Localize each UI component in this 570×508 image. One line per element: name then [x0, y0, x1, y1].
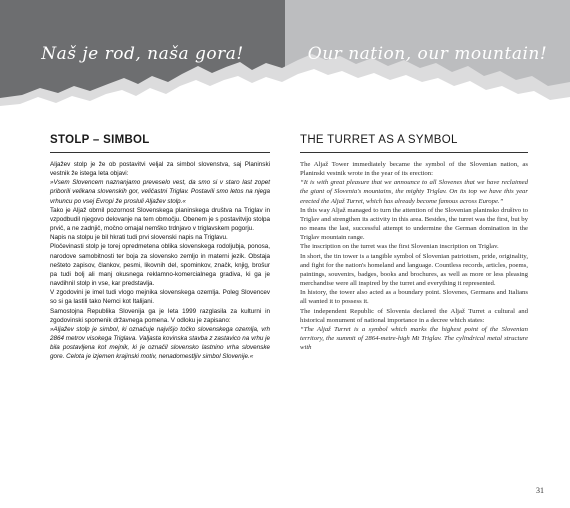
paragraph: In history, the tower also acted as a boundary point. Slovenes, Germans and Italians all wanted it to possess it. [300, 289, 528, 306]
english-column [300, 134, 528, 352]
paragraph: Napis na stolpu je bil hkrati tudi prvi slovenski napis na Triglavu. [50, 234, 228, 242]
paragraph: V zgodovini je imel tudi vlogo mejnika slovenskega ozemlja. Poleg Slovencev so si ga lastili tako Nemci kot Italijani. [50, 289, 270, 306]
paragraph: Pločevinasti stolp je torej opredmetena oblika slovenskega rodoljubja, ponosa, narodove samobitnosti ter boja za slovensko zemljo in materni jezik. Obstaja nešteto zapisov, člankov, pesmi, likovnih del, spominkov, značk, knjig, brošur pa tudi bolj ali manj okusnega reklamno-komercialnega gradiva, ki ga je navdihnil stolp in vse, kar predstavlja. [50, 243, 270, 288]
quote-paragraph: »Vsem Slovencem naznanjamo preveselo vest, da smo si v staro last zopet priborili velikana slovenskih gor, veličastni Triglav. Postavili smo letos na njega vrhuncu po vsej Evropi že prosluli Aljažev stolp.« [50, 179, 270, 205]
paragraph: The independent Republic of Slovenia declared the Aljaž Turret a cultural and historical monument of national importance in a decree which states: [300, 307, 528, 324]
title-divider [300, 152, 528, 153]
quote-paragraph: “It is with great pleasure that we announce to all Slovenes that we have reclaimed the giant of Slovenia's mountains, the mighty Triglav. On its top we have this year erected the Aljaž Turret, which has already become famous across Europe.” [300, 179, 528, 205]
motto-slovene: Naš je rod, naša gora! [41, 44, 244, 64]
page-number: 31 [536, 486, 544, 495]
mountain-silhouette-icon [0, 0, 570, 140]
paragraph: The inscription on the turret was the first Slovenian inscription on Triglav. [300, 243, 499, 251]
paragraph: Tako je Aljaž obrnil pozornost Slovenskega planinskega društva na Triglav in vzpodbudil njegovo delovanje na tem območju. Obenem je s postavitvijo stolpa prvič, a ne zadnjič, močno omajal nemško trdnjavo v triglavskem pogorju. [50, 206, 270, 233]
motto-english: Our nation, our mountain! [307, 44, 548, 64]
english-section-title: THE TURRET AS A SYMBOL [300, 134, 458, 146]
slovene-body-text [50, 160, 270, 361]
quote-paragraph: »Aljažev stolp je simbol, ki označuje najvišjo točko slovenskega ozemlja, vrh 2864 metrov visokega Triglava. Valjasta kovinska stavba z zastavico na vrhu je bila postavljena kot mejnik, ki je označil slovensko lastnino vrha slovenske gore. Celota je izjemen krajinski motiv, nenadomestljiv simbol Slovenije.« [50, 325, 270, 361]
paragraph: In short, the tin tower is a tangible symbol of Slovenian patriotism, pride, originality, and fight for the nation's homeland and language. Countless records, articles, poems, paintings, souvenirs, badges, books and brochures, as well as more or less pleasing merchandise were all inspired by the turret and everything it represented. [300, 252, 528, 288]
paragraph: Aljažev stolp je že ob postavitvi veljal za simbol slovenstva, saj Planinski vestnik že istega leta objavi: [50, 161, 270, 178]
mountain-banner [0, 0, 570, 140]
english-body-text [300, 160, 528, 352]
slovene-column [50, 134, 270, 361]
paragraph: Samostojna Republika Slovenija ga je leta 1999 razglasila za kulturni in zgodovinski spomenik državnega pomena. V odloku je zapisano: [50, 307, 270, 324]
paragraph: In this way Aljaž managed to turn the attention of the Slovenian planinsko društvo to Triglav and strengthen its activity in this area. Besides, the turret was the first, but by no means the last, successful attempt to undermine the German domination in the Triglav mountain range. [300, 206, 528, 242]
quote-paragraph: “The Aljaž Turret is a symbol which marks the highest point of the Slovenian territory, the summit of 2864-metre-high Mt Triglav. The cylindrical metal structure with [300, 325, 528, 352]
paragraph: The Aljaž Tower immediately became the symbol of the Slovenian nation, as Planinski vestnik wrote in the year of its erection: [300, 161, 528, 178]
slovene-section-title: STOLP – SIMBOL [50, 134, 150, 146]
title-divider [50, 152, 270, 153]
